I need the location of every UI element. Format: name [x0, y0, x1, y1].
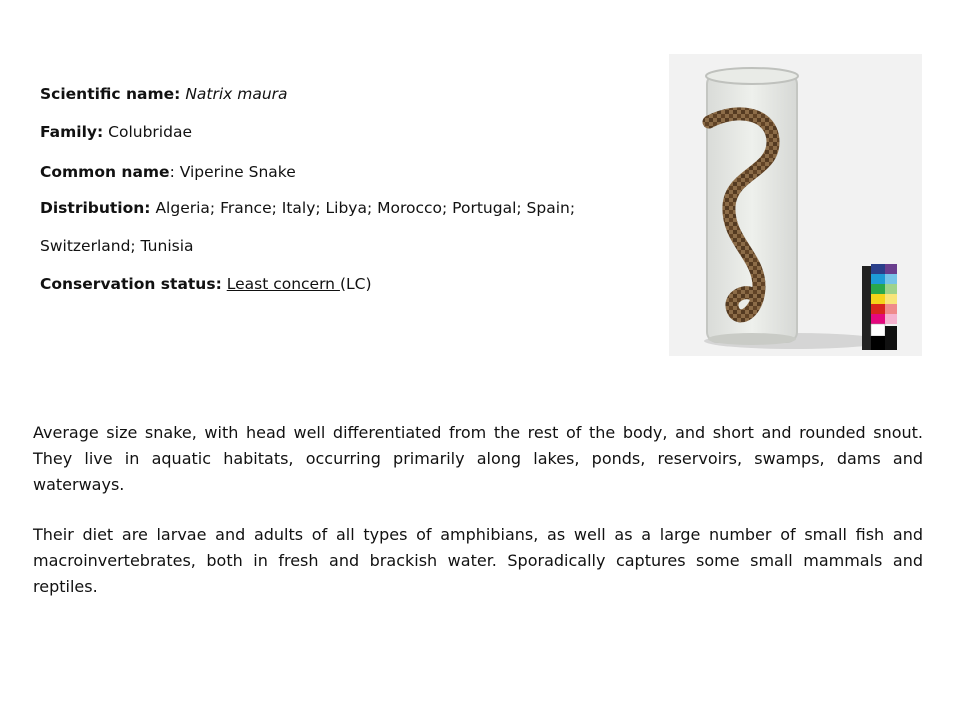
conservation-status-label: Conservation status:	[40, 275, 222, 293]
common-name-label: Common name	[40, 163, 170, 181]
distribution-value: Algeria; France; Italy; Libya; Morocco; Portugal; Spain;	[155, 199, 576, 217]
family-value: Colubridae	[108, 123, 192, 141]
scientific-name-row	[40, 84, 288, 104]
family-row	[40, 122, 192, 142]
common-name-value: : Viperine Snake	[169, 163, 296, 181]
species-description	[33, 420, 923, 600]
least-concern-link[interactable]: Least concern	[226, 275, 340, 293]
description-paragraph-1: Average size snake, with head well differentiated from the rest of the body, and short and rounded snout. They live in aquatic habitats, occurring primarily along lakes, ponds, reservoirs, swamps, dams and waterways.	[33, 423, 923, 494]
distribution-label: Distribution:	[40, 199, 151, 217]
description-paragraph-2: Their diet are larvae and adults of all types of amphibians, as well as a large number of small fish and macroinvertebrates, both in fresh and brackish water. Sporadically captures some small mammals and reptiles.	[33, 525, 923, 596]
common-name-row	[40, 162, 296, 182]
conservation-status-row	[40, 274, 372, 294]
family-label: Family:	[40, 123, 104, 141]
specimen-jar-photo	[669, 54, 922, 356]
color-calibration-strip-icon	[862, 264, 897, 350]
conservation-status-code: (LC)	[339, 275, 372, 293]
scientific-name-label: Scientific name:	[40, 85, 181, 103]
scientific-name-value: Natrix maura	[185, 85, 288, 103]
distribution-continued: Switzerland; Tunisia	[40, 237, 194, 255]
distribution-row	[40, 198, 575, 218]
snake-in-jar-image	[669, 54, 922, 356]
